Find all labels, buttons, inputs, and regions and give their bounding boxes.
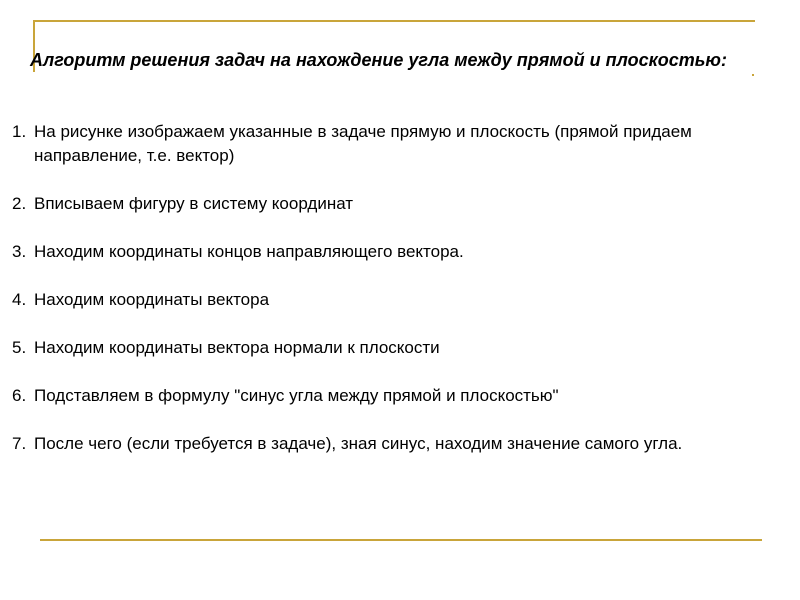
step-item-5 [12, 336, 752, 360]
step-text: Вписываем фигуру в систему координат [34, 194, 354, 213]
step-item-3 [12, 240, 752, 264]
step-number: 2. [12, 194, 27, 213]
step-item-2 [12, 192, 752, 216]
frame-bottom-line [40, 539, 762, 541]
step-item-1 [12, 120, 752, 168]
step-item-7 [12, 432, 752, 456]
frame-top-line [33, 20, 755, 22]
steps-list [12, 120, 752, 480]
step-number: 3. [12, 242, 27, 261]
step-number: 6. [12, 386, 27, 405]
step-text: На рисунке изображаем указанные в задаче прямую и плоскость (прямой придаем направление, т.е. вектор) [34, 122, 692, 165]
step-number: 5. [12, 338, 27, 357]
step-number: 1. [12, 122, 27, 141]
step-text: Находим координаты вектора [34, 290, 270, 309]
step-text: Подставляем в формулу "синус угла между прямой и плоскостью" [34, 386, 559, 405]
step-text: После чего (если требуется в задаче), зная синус, находим значение самого угла. [34, 434, 683, 453]
step-item-6 [12, 384, 752, 408]
step-text: Находим координаты вектора нормали к плоскости [34, 338, 440, 357]
slide-title: Алгоритм решения задач на нахождение угла между прямой и плоскостью: [30, 50, 727, 70]
step-number: 7. [12, 434, 27, 453]
step-text: Находим координаты концов направляющего вектора. [34, 242, 464, 261]
step-item-4 [12, 288, 752, 312]
frame-corner-dot [752, 74, 754, 76]
step-number: 4. [12, 290, 27, 309]
